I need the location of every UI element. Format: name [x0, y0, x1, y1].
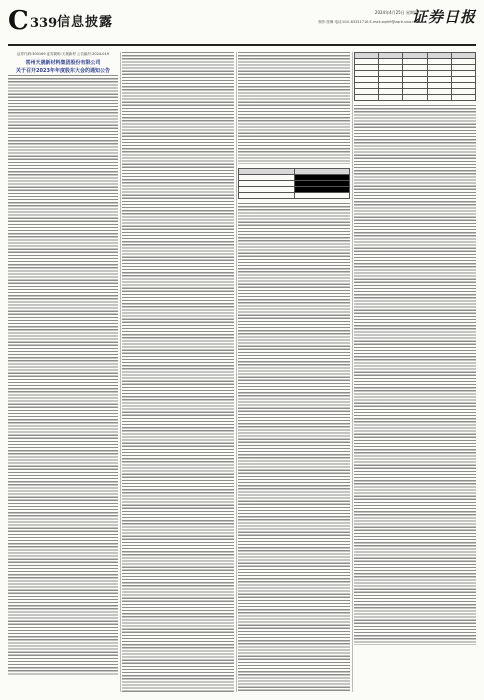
- notice-code: 证券代码:300169 证券简称:天晟新材 公告编号:2024-019: [17, 52, 109, 56]
- notice-company: 常州天晟新材料集团股份有限公司: [25, 59, 101, 66]
- article-text: [354, 105, 476, 645]
- table-row: [239, 193, 350, 199]
- data-table: [238, 168, 350, 199]
- column-divider: [352, 52, 353, 692]
- data-table: [354, 52, 476, 101]
- masthead: [0, 0, 484, 46]
- page-code: C: [8, 6, 29, 36]
- column-divider: [236, 52, 237, 692]
- article-text: [238, 203, 350, 692]
- table-row: [355, 95, 476, 101]
- article-text: [238, 52, 350, 164]
- article-text: [8, 75, 118, 675]
- column-divider: [120, 52, 121, 692]
- header-rule: [8, 44, 476, 46]
- date-line: 2024年4月25日 星期四: [374, 10, 418, 15]
- page-number: 339: [30, 16, 58, 31]
- newspaper-logo: 证券日报: [411, 8, 476, 26]
- column-4: [354, 52, 476, 692]
- editor-line: 制作:张琳 电话:010-83251716 E-mail:zqrb9@zqrb.sina.net: [318, 20, 418, 24]
- column-1: [8, 52, 118, 692]
- column-2: [122, 52, 234, 692]
- notice-title: 关于召开2023年年度股东大会的通知公告: [16, 67, 110, 74]
- article-text: [122, 52, 234, 692]
- column-3: [238, 52, 350, 692]
- section-title: 信息披露: [57, 15, 114, 30]
